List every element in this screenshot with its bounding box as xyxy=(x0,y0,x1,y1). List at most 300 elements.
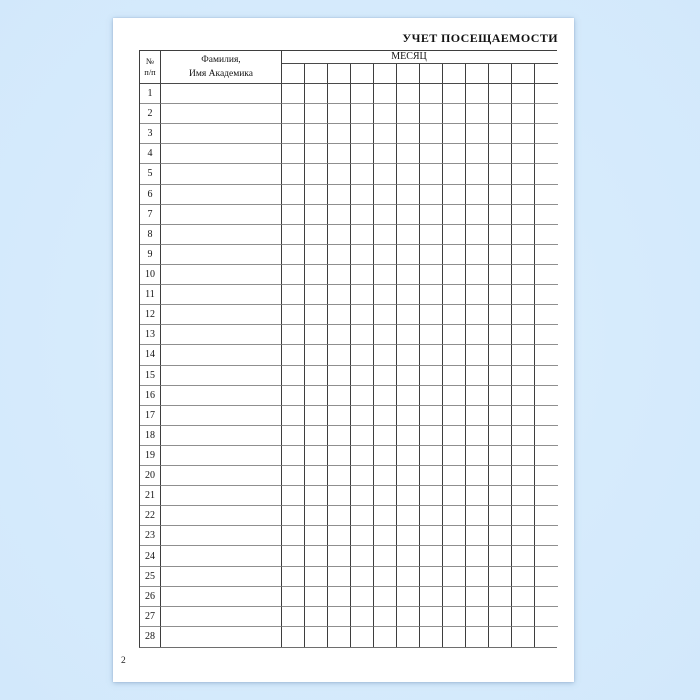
attendance-cell xyxy=(466,164,489,184)
attendance-cell xyxy=(397,225,420,245)
attendance-cell xyxy=(512,607,535,627)
attendance-cell xyxy=(489,345,512,365)
attendance-cell xyxy=(466,305,489,325)
name-cell xyxy=(161,486,282,506)
attendance-cell xyxy=(420,245,443,265)
attendance-cell xyxy=(466,205,489,225)
attendance-cell xyxy=(466,567,489,587)
attendance-cell xyxy=(489,144,512,164)
attendance-cell xyxy=(443,426,466,446)
attendance-cell xyxy=(351,144,374,164)
attendance-cell xyxy=(535,567,558,587)
attendance-cell xyxy=(351,205,374,225)
attendance-cell xyxy=(282,164,305,184)
attendance-cell xyxy=(443,305,466,325)
attendance-cell xyxy=(443,406,466,426)
attendance-cell xyxy=(535,285,558,305)
month-day-subcolumn-cell xyxy=(397,64,420,84)
attendance-cell xyxy=(397,325,420,345)
attendance-cell xyxy=(489,285,512,305)
row-number-cell: 15 xyxy=(140,366,161,386)
attendance-cell xyxy=(535,305,558,325)
attendance-cell xyxy=(397,546,420,566)
attendance-cell xyxy=(466,526,489,546)
attendance-cell xyxy=(282,587,305,607)
row-number-cell: 16 xyxy=(140,386,161,406)
attendance-cell xyxy=(305,466,328,486)
attendance-cell xyxy=(443,84,466,104)
attendance-cell xyxy=(328,305,351,325)
row-number-cell: 22 xyxy=(140,506,161,526)
attendance-cell xyxy=(420,185,443,205)
name-cell xyxy=(161,185,282,205)
attendance-cell xyxy=(535,104,558,124)
attendance-cell xyxy=(397,305,420,325)
attendance-cell xyxy=(305,486,328,506)
attendance-cell xyxy=(374,325,397,345)
attendance-cell xyxy=(420,607,443,627)
attendance-cell xyxy=(305,205,328,225)
attendance-cell xyxy=(466,627,489,647)
attendance-cell xyxy=(351,285,374,305)
row-number-cell: 27 xyxy=(140,607,161,627)
attendance-cell xyxy=(535,627,558,647)
attendance-cell xyxy=(374,587,397,607)
attendance-cell xyxy=(443,366,466,386)
attendance-cell xyxy=(512,406,535,426)
name-cell xyxy=(161,164,282,184)
attendance-cell xyxy=(512,627,535,647)
attendance-cell xyxy=(351,305,374,325)
attendance-cell xyxy=(397,185,420,205)
attendance-cell xyxy=(351,526,374,546)
month-day-subcolumn-cell xyxy=(512,64,535,84)
attendance-cell xyxy=(512,84,535,104)
attendance-cell xyxy=(489,366,512,386)
attendance-cell xyxy=(282,446,305,466)
attendance-cell xyxy=(443,587,466,607)
attendance-cell xyxy=(351,627,374,647)
attendance-cell xyxy=(351,607,374,627)
attendance-cell xyxy=(328,104,351,124)
attendance-cell xyxy=(466,486,489,506)
attendance-cell xyxy=(466,466,489,486)
attendance-cell xyxy=(466,607,489,627)
attendance-cell xyxy=(420,567,443,587)
attendance-cell xyxy=(443,144,466,164)
attendance-cell xyxy=(374,627,397,647)
attendance-cell xyxy=(328,466,351,486)
attendance-cell xyxy=(397,426,420,446)
attendance-cell xyxy=(374,285,397,305)
attendance-cell xyxy=(397,587,420,607)
attendance-cell xyxy=(443,526,466,546)
attendance-cell xyxy=(512,104,535,124)
attendance-cell xyxy=(282,345,305,365)
attendance-cell xyxy=(535,526,558,546)
attendance-cell xyxy=(489,164,512,184)
document-page xyxy=(113,18,574,682)
month-day-subcolumn-cell xyxy=(535,64,558,84)
row-number-cell: 12 xyxy=(140,305,161,325)
attendance-cell xyxy=(374,245,397,265)
row-number-cell: 21 xyxy=(140,486,161,506)
name-cell xyxy=(161,426,282,446)
attendance-cell xyxy=(512,587,535,607)
attendance-cell xyxy=(282,546,305,566)
attendance-cell xyxy=(328,285,351,305)
attendance-cell xyxy=(328,366,351,386)
attendance-cell xyxy=(351,84,374,104)
attendance-cell xyxy=(397,345,420,365)
name-cell xyxy=(161,144,282,164)
attendance-cell xyxy=(535,366,558,386)
attendance-cell xyxy=(489,305,512,325)
attendance-cell xyxy=(420,406,443,426)
row-number-cell: 18 xyxy=(140,426,161,446)
attendance-cell xyxy=(420,546,443,566)
attendance-cell xyxy=(535,245,558,265)
attendance-cell xyxy=(420,164,443,184)
attendance-cell xyxy=(282,627,305,647)
attendance-cell xyxy=(351,185,374,205)
name-cell xyxy=(161,104,282,124)
attendance-cell xyxy=(397,205,420,225)
page-number: 2 xyxy=(121,656,126,666)
attendance-cell xyxy=(397,144,420,164)
attendance-cell xyxy=(512,526,535,546)
attendance-cell xyxy=(466,345,489,365)
attendance-cell xyxy=(328,567,351,587)
attendance-cell xyxy=(351,567,374,587)
attendance-cell xyxy=(351,506,374,526)
attendance-cell xyxy=(397,265,420,285)
col-header-month: МЕСЯЦ xyxy=(282,51,558,64)
attendance-cell xyxy=(420,486,443,506)
attendance-cell xyxy=(397,446,420,466)
attendance-cell xyxy=(443,567,466,587)
attendance-cell xyxy=(374,185,397,205)
attendance-cell xyxy=(535,84,558,104)
attendance-cell xyxy=(420,144,443,164)
attendance-cell xyxy=(374,386,397,406)
attendance-cell xyxy=(443,546,466,566)
attendance-cell xyxy=(420,325,443,345)
attendance-cell xyxy=(282,265,305,285)
month-day-subcolumn-cell xyxy=(466,64,489,84)
attendance-cell xyxy=(420,285,443,305)
row-number-cell: 7 xyxy=(140,205,161,225)
attendance-cell xyxy=(374,164,397,184)
attendance-cell xyxy=(305,567,328,587)
month-day-subcolumn-cell xyxy=(374,64,397,84)
attendance-cell xyxy=(466,265,489,285)
attendance-cell xyxy=(489,506,512,526)
row-number-cell: 24 xyxy=(140,546,161,566)
attendance-cell xyxy=(489,84,512,104)
name-cell xyxy=(161,366,282,386)
attendance-cell xyxy=(374,506,397,526)
attendance-cell xyxy=(466,144,489,164)
attendance-cell xyxy=(489,185,512,205)
attendance-cell xyxy=(489,245,512,265)
attendance-cell xyxy=(305,366,328,386)
attendance-cell xyxy=(397,386,420,406)
attendance-cell xyxy=(489,446,512,466)
attendance-cell xyxy=(397,366,420,386)
name-cell xyxy=(161,567,282,587)
attendance-cell xyxy=(466,446,489,466)
name-cell xyxy=(161,265,282,285)
attendance-cell xyxy=(443,265,466,285)
attendance-cell xyxy=(512,164,535,184)
attendance-cell xyxy=(351,426,374,446)
attendance-cell xyxy=(489,325,512,345)
attendance-cell xyxy=(466,185,489,205)
attendance-cell xyxy=(397,245,420,265)
attendance-cell xyxy=(374,124,397,144)
name-cell xyxy=(161,627,282,647)
col-header-name-line2: Имя Академика xyxy=(189,69,253,79)
attendance-cell xyxy=(328,325,351,345)
attendance-cell xyxy=(351,546,374,566)
name-cell xyxy=(161,526,282,546)
attendance-cell xyxy=(535,486,558,506)
row-number-cell: 8 xyxy=(140,225,161,245)
attendance-cell xyxy=(305,546,328,566)
attendance-cell xyxy=(512,506,535,526)
month-day-subcolumn-cell xyxy=(420,64,443,84)
attendance-cell xyxy=(397,466,420,486)
attendance-cell xyxy=(489,386,512,406)
attendance-cell xyxy=(443,446,466,466)
attendance-cell xyxy=(282,325,305,345)
attendance-cell xyxy=(535,506,558,526)
attendance-cell xyxy=(282,205,305,225)
attendance-cell xyxy=(397,486,420,506)
attendance-cell xyxy=(420,627,443,647)
attendance-cell xyxy=(305,406,328,426)
attendance-cell xyxy=(489,526,512,546)
attendance-cell xyxy=(328,446,351,466)
name-cell xyxy=(161,466,282,486)
attendance-cell xyxy=(328,245,351,265)
attendance-cell xyxy=(420,305,443,325)
month-day-subcolumn-cell xyxy=(351,64,374,84)
attendance-cell xyxy=(328,587,351,607)
attendance-cell xyxy=(489,607,512,627)
attendance-cell xyxy=(443,225,466,245)
attendance-cell xyxy=(305,345,328,365)
attendance-cell xyxy=(397,506,420,526)
attendance-cell xyxy=(374,486,397,506)
attendance-cell xyxy=(397,526,420,546)
attendance-cell xyxy=(374,426,397,446)
attendance-cell xyxy=(282,526,305,546)
name-cell xyxy=(161,406,282,426)
row-number-cell: 4 xyxy=(140,144,161,164)
row-number-cell: 2 xyxy=(140,104,161,124)
row-number-cell: 3 xyxy=(140,124,161,144)
attendance-cell xyxy=(397,627,420,647)
name-cell xyxy=(161,446,282,466)
attendance-cell xyxy=(305,245,328,265)
attendance-cell xyxy=(489,124,512,144)
attendance-cell xyxy=(535,607,558,627)
attendance-cell xyxy=(535,406,558,426)
attendance-cell xyxy=(305,84,328,104)
page-title: УЧЕТ ПОСЕЩАЕМОСТИ xyxy=(402,31,558,45)
attendance-cell xyxy=(420,466,443,486)
attendance-cell xyxy=(328,164,351,184)
attendance-cell xyxy=(489,567,512,587)
attendance-cell xyxy=(443,466,466,486)
attendance-cell xyxy=(328,406,351,426)
attendance-cell xyxy=(420,84,443,104)
row-number-cell: 20 xyxy=(140,466,161,486)
attendance-cell xyxy=(328,185,351,205)
attendance-cell xyxy=(535,386,558,406)
row-number-cell: 17 xyxy=(140,406,161,426)
name-cell xyxy=(161,386,282,406)
attendance-cell xyxy=(512,386,535,406)
attendance-cell xyxy=(305,144,328,164)
attendance-cell xyxy=(305,325,328,345)
attendance-cell xyxy=(328,386,351,406)
attendance-cell xyxy=(351,466,374,486)
row-number-cell: 25 xyxy=(140,567,161,587)
attendance-cell xyxy=(374,526,397,546)
name-cell xyxy=(161,305,282,325)
month-day-subcolumn-cell xyxy=(305,64,328,84)
attendance-cell xyxy=(489,426,512,446)
attendance-cell xyxy=(512,124,535,144)
col-header-name-line1: Фамилия, xyxy=(201,54,241,65)
attendance-cell xyxy=(512,567,535,587)
attendance-cell xyxy=(443,386,466,406)
attendance-cell xyxy=(282,466,305,486)
attendance-cell xyxy=(328,205,351,225)
col-header-number-line1: № xyxy=(145,55,155,66)
name-cell xyxy=(161,345,282,365)
attendance-cell xyxy=(328,506,351,526)
attendance-cell xyxy=(443,185,466,205)
attendance-cell xyxy=(374,567,397,587)
attendance-cell xyxy=(512,366,535,386)
month-day-subcolumn-cell xyxy=(328,64,351,84)
attendance-cell xyxy=(466,406,489,426)
attendance-cell xyxy=(374,607,397,627)
attendance-cell xyxy=(282,185,305,205)
attendance-cell xyxy=(374,366,397,386)
attendance-cell xyxy=(489,265,512,285)
attendance-cell xyxy=(374,305,397,325)
row-number-cell: 23 xyxy=(140,526,161,546)
row-number-cell: 5 xyxy=(140,164,161,184)
attendance-cell xyxy=(512,225,535,245)
attendance-cell xyxy=(351,225,374,245)
attendance-cell xyxy=(328,607,351,627)
attendance-cell xyxy=(420,506,443,526)
attendance-cell xyxy=(282,285,305,305)
attendance-cell xyxy=(282,124,305,144)
name-cell xyxy=(161,124,282,144)
attendance-cell xyxy=(512,185,535,205)
attendance-cell xyxy=(305,185,328,205)
attendance-cell xyxy=(282,245,305,265)
attendance-cell xyxy=(305,446,328,466)
attendance-cell xyxy=(420,366,443,386)
attendance-cell xyxy=(443,486,466,506)
name-cell xyxy=(161,205,282,225)
attendance-cell xyxy=(305,225,328,245)
attendance-cell xyxy=(374,345,397,365)
attendance-cell xyxy=(305,285,328,305)
attendance-cell xyxy=(351,366,374,386)
attendance-cell xyxy=(466,285,489,305)
attendance-cell xyxy=(466,587,489,607)
attendance-cell xyxy=(305,305,328,325)
row-number-cell: 10 xyxy=(140,265,161,285)
attendance-cell xyxy=(305,265,328,285)
attendance-cell xyxy=(420,124,443,144)
attendance-cell xyxy=(282,567,305,587)
attendance-cell xyxy=(397,124,420,144)
attendance-cell xyxy=(328,526,351,546)
attendance-cell xyxy=(512,245,535,265)
row-number-cell: 26 xyxy=(140,587,161,607)
attendance-cell xyxy=(351,104,374,124)
attendance-cell xyxy=(351,406,374,426)
month-day-subcolumn-cell xyxy=(443,64,466,84)
attendance-cell xyxy=(374,265,397,285)
attendance-cell xyxy=(443,345,466,365)
attendance-cell xyxy=(420,386,443,406)
attendance-cell xyxy=(443,205,466,225)
attendance-cell xyxy=(305,124,328,144)
attendance-cell xyxy=(351,265,374,285)
attendance-cell xyxy=(512,325,535,345)
attendance-cell xyxy=(466,84,489,104)
attendance-cell xyxy=(512,144,535,164)
attendance-cell xyxy=(443,325,466,345)
attendance-cell xyxy=(466,245,489,265)
attendance-cell xyxy=(397,285,420,305)
attendance-cell xyxy=(374,225,397,245)
row-number-cell: 6 xyxy=(140,185,161,205)
attendance-cell xyxy=(282,225,305,245)
name-cell xyxy=(161,506,282,526)
row-number-cell: 19 xyxy=(140,446,161,466)
row-number-cell: 28 xyxy=(140,627,161,647)
attendance-cell xyxy=(282,104,305,124)
attendance-cell xyxy=(512,466,535,486)
col-header-number xyxy=(140,51,161,84)
attendance-cell xyxy=(466,366,489,386)
attendance-cell xyxy=(374,406,397,426)
row-number-cell: 9 xyxy=(140,245,161,265)
attendance-cell xyxy=(328,486,351,506)
month-day-subcolumn-cell xyxy=(282,64,305,84)
attendance-cell xyxy=(443,124,466,144)
attendance-cell xyxy=(282,426,305,446)
attendance-cell xyxy=(328,345,351,365)
name-cell xyxy=(161,285,282,305)
attendance-cell xyxy=(374,84,397,104)
attendance-cell xyxy=(466,506,489,526)
attendance-cell xyxy=(420,104,443,124)
attendance-cell xyxy=(420,205,443,225)
